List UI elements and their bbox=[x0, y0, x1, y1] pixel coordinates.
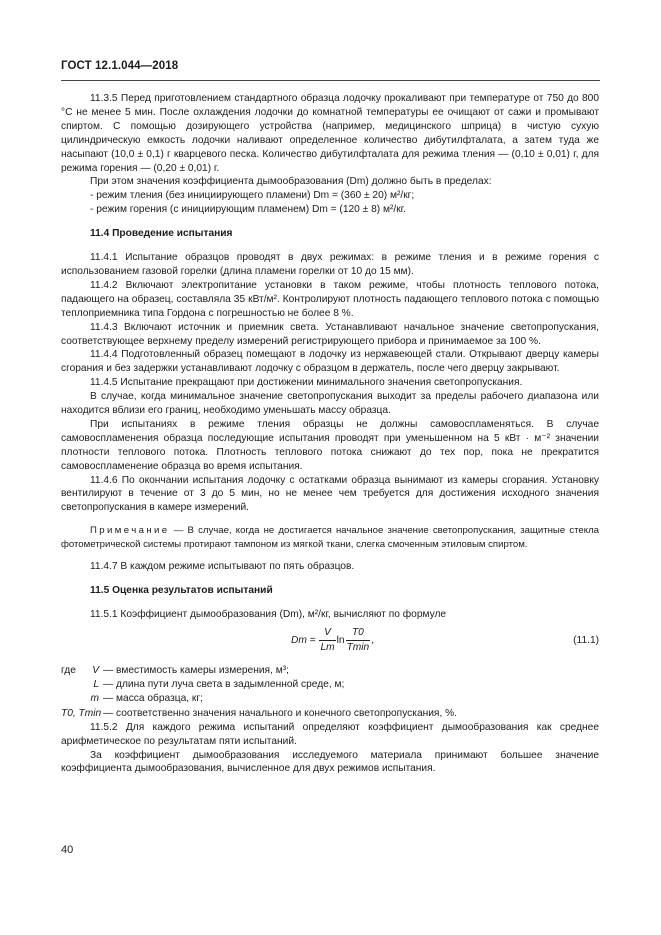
fraction-t0-over-tmin bbox=[346, 626, 371, 655]
formula-ln: ln bbox=[336, 635, 345, 647]
paragraph-11-4-5: 11.4.5 Испытание прекращают при достижении минимального значения светопропускания. bbox=[90, 377, 523, 389]
formula-expression bbox=[291, 626, 374, 655]
paragraph-11-4-6: 11.4.6 По окончании испытания лодочку с остатками образца вынимают из камеры сгорания. Установку вентилируют в течение от 3 до 5 мин, но не менее чем требуется для достижения исходного значения светопропускания в камере измерений. bbox=[61, 474, 599, 514]
paragraph-11-3-5: 11.3.5 Перед приготовлением стандартного образца лодочку прокаливают при температуре от 750 до 800 °С не менее 5 мин. После охлаждения лодочки до комнатной температуры ее очищают от сажи и промывают спиртом. С помощью дозирующего устройства (например, медицинского шприца) в чистую сухую цилиндрическую емкость лодочки наливают определенное количество дибутилфталата, а затем туда же насыпают (10,0 ± 0,1) г кварцевого песка. Количество дибутилфталата для режима тления — (0,10 ± 0,01) г, для режима горения — (0,20 ± 0,01) г. bbox=[61, 93, 599, 174]
paragraph-11-4-3: 11.4.3 Включают источник и приемник света. Устанавливают начальное значение светопропускания, соответствующее верхнему пределу измерений регистрирующего прибора и принимаемое за 100 %. bbox=[61, 321, 599, 347]
paragraph-11-5-2: 11.5.2 Для каждого режима испытаний определяют коэффициент дымообразования как среднее арифметическое по результатам пяти испытаний. bbox=[61, 721, 599, 747]
fraction-numerator-v: V bbox=[319, 626, 335, 641]
definition-row bbox=[61, 707, 599, 721]
fraction-v-over-lm bbox=[319, 626, 335, 655]
formula-equals: = bbox=[309, 635, 316, 647]
paragraph-dm-limits: При этом значения коэффициента дымообразования (Dm) должно быть в пределах: bbox=[90, 176, 492, 188]
dash-item-burning: - режим горения (с инициирующим пламенем) Dm = (120 ± 8) м²/кг. bbox=[90, 204, 406, 216]
paragraph-11-4-1: 11.4.1 Испытание образцов проводят в двух режимах: в режиме тления и в режиме горения с использованием газовой горелки (длина пламени горелки от 10 до 15 мм). bbox=[61, 252, 599, 277]
definition-variable: m bbox=[90, 693, 99, 705]
paragraph-11-4-4: 11.4.4 Подготовленный образец помещают в лодочку из нержавеющей стали. Открывают дверцу камеры сгорания и без задержки устанавливают лодочку с образцом в держатель, после чего дверцу закрывают. bbox=[61, 349, 599, 375]
fraction-denominator-tmin: Tmin bbox=[346, 641, 370, 653]
definition-row bbox=[61, 678, 599, 692]
definition-variable: V bbox=[92, 665, 99, 676]
definition-row bbox=[61, 692, 599, 706]
variable-definitions bbox=[61, 664, 599, 721]
definition-variable: L bbox=[93, 679, 99, 691]
where-label: где bbox=[61, 665, 76, 676]
formula-number: (11.1) bbox=[573, 635, 599, 646]
definition-text: — длина пути луча света в задымленной среде, м; bbox=[103, 679, 345, 691]
note-label: Примечание bbox=[90, 525, 170, 537]
paragraph-range-note: В случае, когда минимальное значение светопропускания выходит за пределы рабочего диапазона или находится вблизи его границ, необходимо уменьшать массу образца. bbox=[61, 391, 599, 417]
dash-item-smoldering: - режим тления (без инициирующего пламени) Dm = (360 ± 20) м²/кг; bbox=[90, 190, 415, 202]
paragraph-self-ignition: При испытаниях в режиме тления образцы не должны самовоспламеняться. В случае самовоспламенения образца последующие испытания проводят при уменьшенном на 5 кВт · м⁻² значении плотности теплового потока. Плотность теплового потока снижают до тех пор, пока не прекратится самовоспламенение образца во время испытания. bbox=[61, 418, 599, 472]
note-block bbox=[61, 524, 599, 551]
note-text: — В случае, когда не достигается начальное значение светопропускания, защитные стекла фотометрической системы протирают тампоном из мягкой ткани, слегка смоченным этиловым спиртом. bbox=[61, 525, 599, 550]
definition-variable: T0, Tmin bbox=[61, 707, 102, 719]
document-header: ГОСТ 12.1.044—2018 bbox=[61, 60, 179, 72]
paragraph-11-4-7: 11.4.7 В каждом режиме испытывают по пять образцов. bbox=[90, 561, 355, 573]
formula-11-1 bbox=[61, 622, 599, 664]
paragraph-final-result: За коэффициент дымообразования исследуемого материала принимают большее значение коэффициента дымообразования, вычисленное для двух режимов испытания. bbox=[61, 749, 599, 775]
formula-comma: , bbox=[371, 635, 375, 647]
definition-text: — соответственно значения начального и конечного светопропускания, %. bbox=[103, 707, 457, 719]
paragraph-11-4-2: 11.4.2 Включают электропитание установки в таком режиме, чтобы плотность теплового потока, падающего на образец, составляла 35 кВт/м². Контролируют плотность падающего теплового потока с помощью теплоприемника типа Гордона с погрешностью не более 8 %. bbox=[61, 279, 599, 319]
header-rule bbox=[61, 80, 600, 81]
page-number: 40 bbox=[61, 844, 74, 856]
page-body bbox=[61, 92, 599, 776]
definition-text: — масса образца, кг; bbox=[103, 693, 203, 705]
formula-lhs: Dm bbox=[291, 635, 307, 647]
fraction-numerator-t0: T0 bbox=[346, 626, 371, 641]
paragraph-11-5-1: 11.5.1 Коэффициент дымообразования (Dm), м²/кг, вычисляют по формуле bbox=[90, 609, 447, 621]
definition-row bbox=[61, 664, 599, 678]
definition-text: — вместимость камеры измерения, м³; bbox=[103, 665, 289, 676]
section-heading-11-4: 11.4 Проведение испытания bbox=[90, 228, 233, 240]
fraction-denominator-lm: Lm bbox=[320, 641, 335, 653]
section-heading-11-5: 11.5 Оценка результатов испытаний bbox=[90, 585, 273, 597]
